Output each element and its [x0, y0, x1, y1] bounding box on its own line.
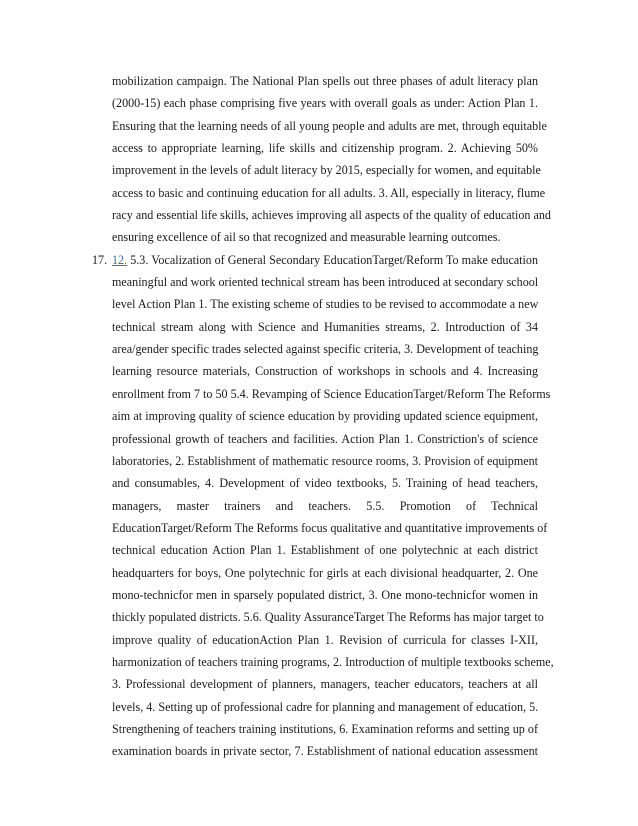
text-line: access to appropriate learning, life skills and citizenship program. 2. Achieving 50%	[112, 141, 538, 156]
text-line: mono-technicfor men in sparsely populated district, 3. One mono-technicfor women in	[112, 587, 538, 602]
text-line: levels, 4. Setting up of professional cadre for planning and management of education, 5.	[112, 699, 539, 714]
text-line: thickly populated districts. 5.6. Quality AssuranceTarget The Reforms has major target to	[112, 610, 544, 625]
body-text	[112, 70, 554, 763]
text-line: headquarters for boys, One polytechnic for girls at each divisional headquarter, 2. One	[112, 565, 538, 580]
text-line: managers, master trainers and teachers. 5.5. Promotion of Technical	[112, 498, 538, 513]
list-item-17	[112, 249, 554, 763]
text-line: racy and essential life skills, achieves improving all aspects of the quality of education and	[112, 208, 551, 223]
text-line: aim at improving quality of science education by providing updated science equipment,	[112, 409, 538, 424]
text-line: improve quality of educationAction Plan 1. Revision of curricula for classes I-XII,	[112, 632, 538, 647]
reference-link[interactable]: 12.	[112, 252, 128, 267]
text-line: and consumables, 4. Development of video textbooks, 5. Training of head teachers,	[112, 476, 538, 491]
text-line: (2000-15) each phase comprising five years with overall goals as under: Action Plan 1.	[112, 96, 538, 111]
text-line: Strengthening of teachers training institutions, 6. Examination reforms and setting up of	[112, 721, 538, 736]
text-line: learning resource materials, Construction of workshops in schools and 4. Increasing	[112, 364, 538, 379]
text-line: meaningful and work oriented technical stream has been introduced at secondary school	[112, 275, 539, 290]
text-line: level Action Plan 1. The existing scheme of studies to be revised to accommodate a new	[112, 297, 539, 312]
text-line: technical stream along with Science and Humanities streams, 2. Introduction of 34	[112, 319, 538, 334]
text-line: professional growth of teachers and facilities. Action Plan 1. Constriction's of science	[112, 431, 538, 446]
text-line: harmonization of teachers training programs, 2. Introduction of multiple textbooks scheme,	[112, 654, 554, 669]
paragraph-adult-literacy	[112, 70, 551, 249]
text-line: area/gender specific trades selected against specific criteria, 3. Development of teaching	[112, 342, 539, 357]
text-line: Ensuring that the learning needs of all young people and adults are met, through equitable	[112, 118, 547, 133]
text-line: mobilization campaign. The National Plan spells out three phases of adult literacy plan	[112, 74, 538, 88]
text-line: technical education Action Plan 1. Establishment of one polytechnic at each district	[112, 543, 538, 558]
text-line: ensuring excellence of ail so that recognized and measurable learning outcomes.	[112, 230, 501, 245]
text-line: access to basic and continuing education for all adults. 3. All, especially in literacy, flume	[112, 185, 546, 200]
text-line: EducationTarget/Reform The Reforms focus qualitative and quantitative improvements of	[112, 520, 548, 535]
text-line: examination boards in private sector, 7. Establishment of national education assessment	[112, 744, 538, 759]
text-line-first	[112, 249, 538, 271]
text-line: improvement in the levels of adult literacy by 2015, especially for women, and equitable	[112, 163, 541, 178]
list-number: 17.	[92, 252, 108, 267]
text-line: 3. Professional development of planners, managers, teacher educators, teachers at all	[112, 677, 538, 692]
text-line: laboratories, 2. Establishment of mathematic resource rooms, 3. Provision of equipment	[112, 453, 538, 468]
text-line-rest: 5.3. Vocalization of General Secondary EducationTarget/Reform To make education	[127, 252, 538, 267]
text-line: enrollment from 7 to 50 5.4. Revamping of Science EducationTarget/Reform The Reforms	[112, 386, 551, 401]
